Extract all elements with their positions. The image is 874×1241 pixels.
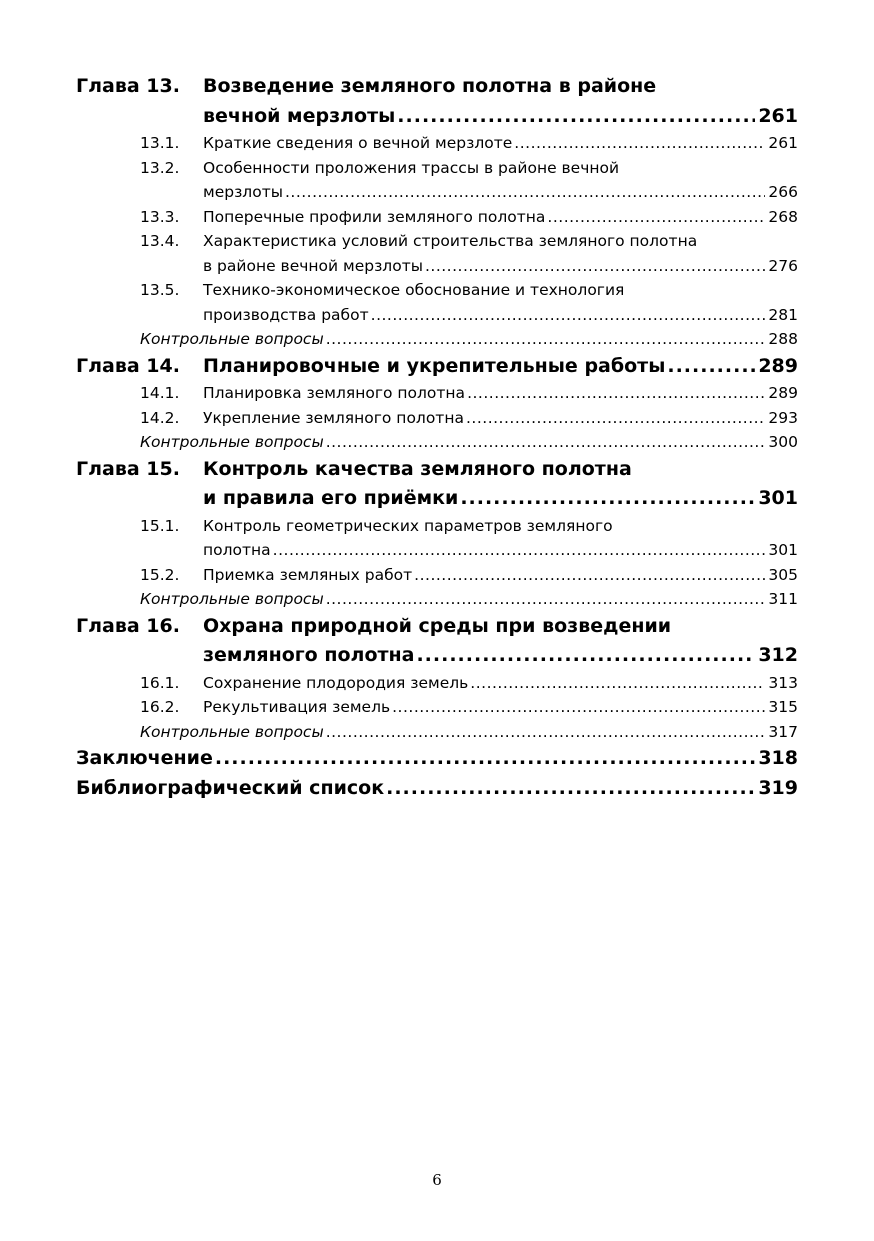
leader-dots xyxy=(416,641,755,671)
section-number: 16.2. xyxy=(140,698,180,716)
toc-section-13-2 xyxy=(76,156,798,205)
page-ref: 301 xyxy=(758,487,798,509)
toc-section-16-2 xyxy=(76,695,798,720)
toc-chapter-14 xyxy=(76,352,798,382)
section-title: Планировка земляного полотна xyxy=(203,384,466,402)
toc-section-16-1 xyxy=(76,671,798,696)
table-of-contents xyxy=(76,72,798,803)
section-number: 13.3. xyxy=(140,207,180,226)
section-title: Рекультивация земель xyxy=(203,698,391,716)
chapter-title: Охрана природной среды при возведении xyxy=(203,614,672,637)
page-ref: 293 xyxy=(768,408,798,427)
leader-dots xyxy=(514,131,765,156)
toc-section-13-1 xyxy=(76,131,798,156)
chapter-title: Возведение земляного полотна в районе xyxy=(203,75,657,97)
section-number: 13.1. xyxy=(140,134,180,152)
section-number: 14.2. xyxy=(140,408,180,427)
chapter-title: Планировочные и укрепительные работы xyxy=(203,354,666,377)
page-ref: 312 xyxy=(758,644,798,666)
chapter-number: Глава 13. xyxy=(76,75,180,97)
section-number: 13.4. xyxy=(140,232,180,250)
chapter-number: Глава 14. xyxy=(76,354,180,377)
section-number: 15.1. xyxy=(140,516,180,535)
leader-dots xyxy=(470,671,765,696)
toc-chapter-15 xyxy=(76,455,798,514)
leader-dots xyxy=(467,381,765,406)
section-number: 13.5. xyxy=(140,281,180,299)
leader-dots xyxy=(326,430,766,455)
section-number: 16.1. xyxy=(140,673,180,692)
chapter-title: Контроль качества земляного полотна xyxy=(203,457,632,480)
leader-dots xyxy=(547,205,765,230)
leader-dots xyxy=(460,484,755,514)
section-title: в районе вечной мерзлоты xyxy=(203,256,423,275)
section-title: Сохранение плодородия земель xyxy=(203,673,469,692)
leader-dots xyxy=(466,406,765,431)
toc-conclusion xyxy=(76,744,798,774)
section-title: Поперечные профили земляного полотна xyxy=(203,207,546,226)
page-ref: 268 xyxy=(768,207,798,226)
chapter-title: и правила его приёмки xyxy=(203,487,459,509)
section-number: 14.1. xyxy=(140,384,180,402)
toc-section-13-3 xyxy=(76,205,798,230)
section-number: 13.2. xyxy=(140,158,180,177)
toc-bibliography xyxy=(76,774,798,804)
questions-title: Контрольные вопросы xyxy=(140,330,324,348)
page-ref: 315 xyxy=(768,698,798,716)
leader-dots xyxy=(326,587,766,612)
chapter-number: Глава 16. xyxy=(76,614,180,637)
questions-title: Контрольные вопросы xyxy=(140,433,324,451)
page-ref: 289 xyxy=(758,354,798,377)
leader-dots xyxy=(667,352,755,382)
leader-dots xyxy=(425,254,765,279)
page-ref: 305 xyxy=(768,565,798,584)
toc-questions-16 xyxy=(76,720,798,745)
page-ref: 300 xyxy=(768,433,798,451)
section-title: Укрепление земляного полотна xyxy=(203,408,464,427)
leader-dots xyxy=(392,695,765,720)
chapter-title: земляного полотна xyxy=(203,644,415,666)
page-ref: 266 xyxy=(768,183,798,201)
conclusion-title: Заключение xyxy=(76,747,213,769)
page-number: 6 xyxy=(432,1171,442,1189)
page-ref: 301 xyxy=(768,541,798,559)
section-title: полотна xyxy=(203,541,271,559)
toc-chapter-13 xyxy=(76,72,798,131)
toc-section-14-2 xyxy=(76,406,798,431)
questions-title: Контрольные вопросы xyxy=(140,722,324,741)
chapter-number: Глава 15. xyxy=(76,457,180,480)
page-ref: 318 xyxy=(758,747,798,769)
questions-title: Контрольные вопросы xyxy=(140,590,324,608)
page-ref: 313 xyxy=(768,673,798,692)
page-ref: 261 xyxy=(768,134,798,152)
toc-section-14-1 xyxy=(76,381,798,406)
page-ref: 289 xyxy=(768,384,798,402)
chapter-title: вечной мерзлоты xyxy=(203,104,396,127)
leader-dots xyxy=(397,102,755,132)
toc-questions-15 xyxy=(76,587,798,612)
page-ref: 311 xyxy=(768,590,798,608)
toc-section-13-5 xyxy=(76,278,798,327)
toc-section-15-2 xyxy=(76,563,798,588)
leader-dots xyxy=(273,538,766,563)
leader-dots xyxy=(326,720,766,745)
leader-dots xyxy=(371,303,766,328)
page-ref: 317 xyxy=(768,722,798,741)
toc-questions-14 xyxy=(76,430,798,455)
section-title: Краткие сведения о вечной мерзлоте xyxy=(203,134,513,152)
leader-dots xyxy=(414,563,765,588)
page-ref: 288 xyxy=(768,330,798,348)
leader-dots xyxy=(285,180,765,205)
bibliography-title: Библиографический список xyxy=(76,776,385,799)
section-title: Технико-экономическое обоснование и технология xyxy=(203,281,625,299)
section-number: 15.2. xyxy=(140,565,180,584)
toc-questions-13 xyxy=(76,327,798,352)
page-ref: 261 xyxy=(758,104,798,127)
section-title: Приемка земляных работ xyxy=(203,565,413,584)
section-title: Особенности проложения трассы в районе вечной xyxy=(203,158,620,177)
leader-dots xyxy=(215,744,755,774)
toc-section-13-4 xyxy=(76,229,798,278)
section-title: Контроль геометрических параметров земляного xyxy=(203,516,613,535)
toc-chapter-16 xyxy=(76,612,798,671)
page-ref: 281 xyxy=(768,305,798,324)
leader-dots xyxy=(386,774,755,804)
page-ref: 276 xyxy=(768,256,798,275)
toc-section-15-1 xyxy=(76,514,798,563)
section-title: производства работ xyxy=(203,305,369,324)
page-ref: 319 xyxy=(758,776,798,799)
section-title: мерзлоты xyxy=(203,183,283,201)
section-title: Характеристика условий строительства земляного полотна xyxy=(203,232,698,250)
leader-dots xyxy=(326,327,766,352)
